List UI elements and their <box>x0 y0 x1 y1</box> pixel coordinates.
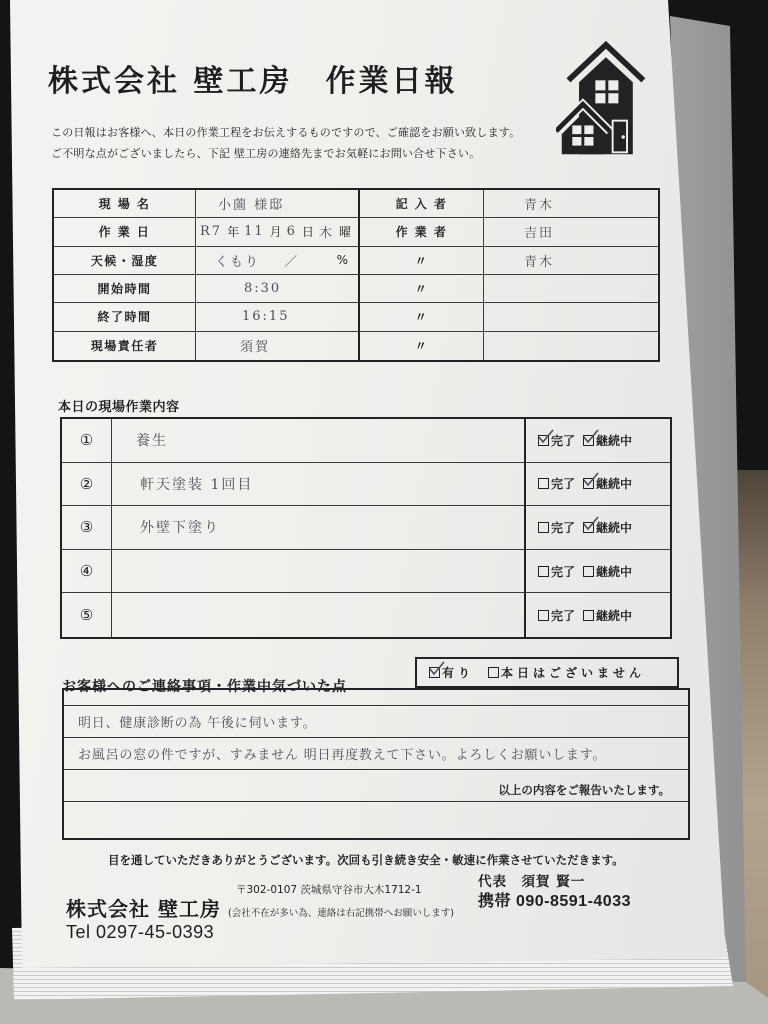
continuing-checkbox <box>583 435 594 446</box>
writer-value: 青木 <box>524 198 555 214</box>
start-time-value: 8:30 <box>244 281 282 297</box>
thanks-message: 目を通していただきありがとうございます。次回も引き続き安全・敏速に作業させていただきます。 <box>108 853 624 867</box>
notes-presence-options <box>415 657 679 688</box>
worker-cell <box>484 247 658 275</box>
intro-line: この日報はお客様へ、本日の作業工程をお伝えするものですので、ご確認をお願い致します。 <box>51 126 521 139</box>
done-checkbox <box>538 435 549 446</box>
work-status-cell <box>526 506 670 550</box>
end-time-cell <box>196 303 360 331</box>
note-line <box>64 738 688 770</box>
worker-cell <box>484 332 658 360</box>
worker-value: 吉田 <box>524 226 555 242</box>
start-time-label: 開始時間 <box>54 275 196 303</box>
company-address: 〒302-0107 茨城県守谷市大木1712-1 <box>236 884 422 896</box>
done-label: 完了 <box>551 564 576 579</box>
done-checkbox <box>538 566 549 577</box>
work-task-cell <box>112 550 526 594</box>
done-checkbox <box>538 522 549 533</box>
done-label: 完了 <box>551 520 576 535</box>
date-weekday-unit: 曜 <box>338 225 351 240</box>
continuing-checkbox <box>583 610 594 621</box>
weather-cell <box>196 247 360 275</box>
end-time-value: 16:15 <box>242 309 290 325</box>
done-label: 完了 <box>551 433 576 448</box>
work-row-number: ⑤ <box>62 593 112 637</box>
work-task: 軒天塗装 1回目 <box>140 476 254 493</box>
checkmark-icon <box>583 472 599 487</box>
worker-label: 作 業 者 <box>360 218 484 246</box>
note-line <box>64 706 688 738</box>
note-text: 明日、健康診断の為 午後に伺います。 <box>78 716 317 731</box>
manager-cell <box>196 332 360 360</box>
mobile-number: 携帯 090-8591-4033 <box>478 893 631 910</box>
weather-label: 天候・湿度 <box>54 247 196 275</box>
date-era-year: R7 <box>200 224 223 240</box>
company-name: 株式会社 壁工房 <box>66 897 221 921</box>
continuing-label: 継続中 <box>596 564 633 579</box>
work-status-cell <box>526 419 670 463</box>
worker-cell <box>484 303 658 331</box>
work-row-number: ③ <box>62 506 112 550</box>
work-task-cell <box>112 593 526 637</box>
continuing-checkbox <box>583 566 594 577</box>
report-closing: 以上の内容をご報告いたします。 <box>498 783 670 797</box>
intro-line: ご不明な点がございましたら、下記 壁工房の連絡先までお気軽にお問い合せ下さい。 <box>51 147 481 160</box>
done-label: 完了 <box>551 608 576 623</box>
site-name-value: 小薗 様邸 <box>218 198 285 214</box>
worker-cell <box>484 218 658 246</box>
worker-label: 〃 <box>360 332 484 360</box>
date-year-unit: 年 <box>227 225 240 240</box>
date-month-unit: 月 <box>269 225 282 240</box>
continuing-label: 継続中 <box>596 433 633 448</box>
work-task: 養生 <box>136 433 168 450</box>
worker-label: 〃 <box>360 247 484 275</box>
writer-cell <box>484 190 658 218</box>
worker-value: 青木 <box>524 254 555 270</box>
work-heading: 本日の現場作業内容 <box>58 400 180 415</box>
checkmark-icon <box>538 429 554 444</box>
work-task-cell <box>112 506 526 550</box>
notes-lines <box>64 705 688 802</box>
manager-label: 現場責任者 <box>54 332 196 360</box>
continuing-checkbox <box>583 522 594 533</box>
manager-value: 須賀 <box>240 340 271 356</box>
checkmark-icon <box>429 661 445 676</box>
continuing-checkbox <box>583 478 594 489</box>
date-day-unit: 日 <box>301 225 314 240</box>
work-task: 外壁下塗り <box>140 520 220 537</box>
site-info-table <box>52 188 660 362</box>
continuing-label: 継続中 <box>596 477 633 492</box>
humidity-unit: % <box>336 253 348 268</box>
note-text: お風呂の窓の件ですが、すみません 明日再度教えて下さい。よろしくお願いします。 <box>78 748 607 763</box>
work-task-cell <box>112 463 526 507</box>
end-time-label: 終了時間 <box>54 303 196 331</box>
continuing-label: 継続中 <box>596 520 633 535</box>
work-date-label: 作 業 日 <box>54 218 196 246</box>
work-status-cell <box>526 463 670 507</box>
report-title: 株式会社 壁工房 作業日報 <box>48 64 458 99</box>
work-status-cell <box>526 550 670 594</box>
start-time-cell <box>196 275 360 303</box>
phone-number: Tel 0297-45-0393 <box>66 922 215 942</box>
worker-label: 〃 <box>360 275 484 303</box>
house-icon <box>556 40 652 160</box>
date-month: 11 <box>244 224 265 240</box>
continuing-label: 継続中 <box>596 608 633 623</box>
done-label: 完了 <box>551 477 576 492</box>
work-table <box>60 417 672 639</box>
has-notes-checkbox <box>429 667 440 678</box>
checkmark-icon <box>583 429 599 444</box>
representative: 代表 須賀 賢一 <box>478 874 586 890</box>
work-row-number: ② <box>62 463 112 507</box>
work-row-number: ① <box>62 419 112 463</box>
site-name-cell <box>196 190 360 218</box>
worker-label: 〃 <box>360 303 484 331</box>
weather-separator: ／ <box>284 254 300 270</box>
work-task-cell <box>112 419 526 463</box>
no-notes-checkbox <box>488 667 499 678</box>
done-checkbox <box>538 610 549 621</box>
has-notes-label: 有り <box>442 666 475 680</box>
no-notes-label: 本日はございません <box>501 666 646 680</box>
contact-heading: お客様へのご連絡事項・作業中気づいた点 <box>62 679 347 695</box>
weather-value: くもり <box>215 254 261 270</box>
contact-note: (会社不在が多い為、連絡は右記携帯へお願いします) <box>228 908 454 919</box>
done-checkbox <box>538 478 549 489</box>
checkmark-icon <box>583 516 599 531</box>
site-name-label: 現 場 名 <box>54 190 196 218</box>
date-day: 6 <box>286 224 297 240</box>
notes-box <box>62 688 690 840</box>
work-date-cell <box>196 218 360 246</box>
worker-cell <box>484 275 658 303</box>
date-weekday: 木 <box>318 226 334 242</box>
note-line <box>64 770 688 802</box>
work-row-number: ④ <box>62 550 112 594</box>
writer-label: 記 入 者 <box>360 190 484 218</box>
work-status-cell <box>526 593 670 637</box>
